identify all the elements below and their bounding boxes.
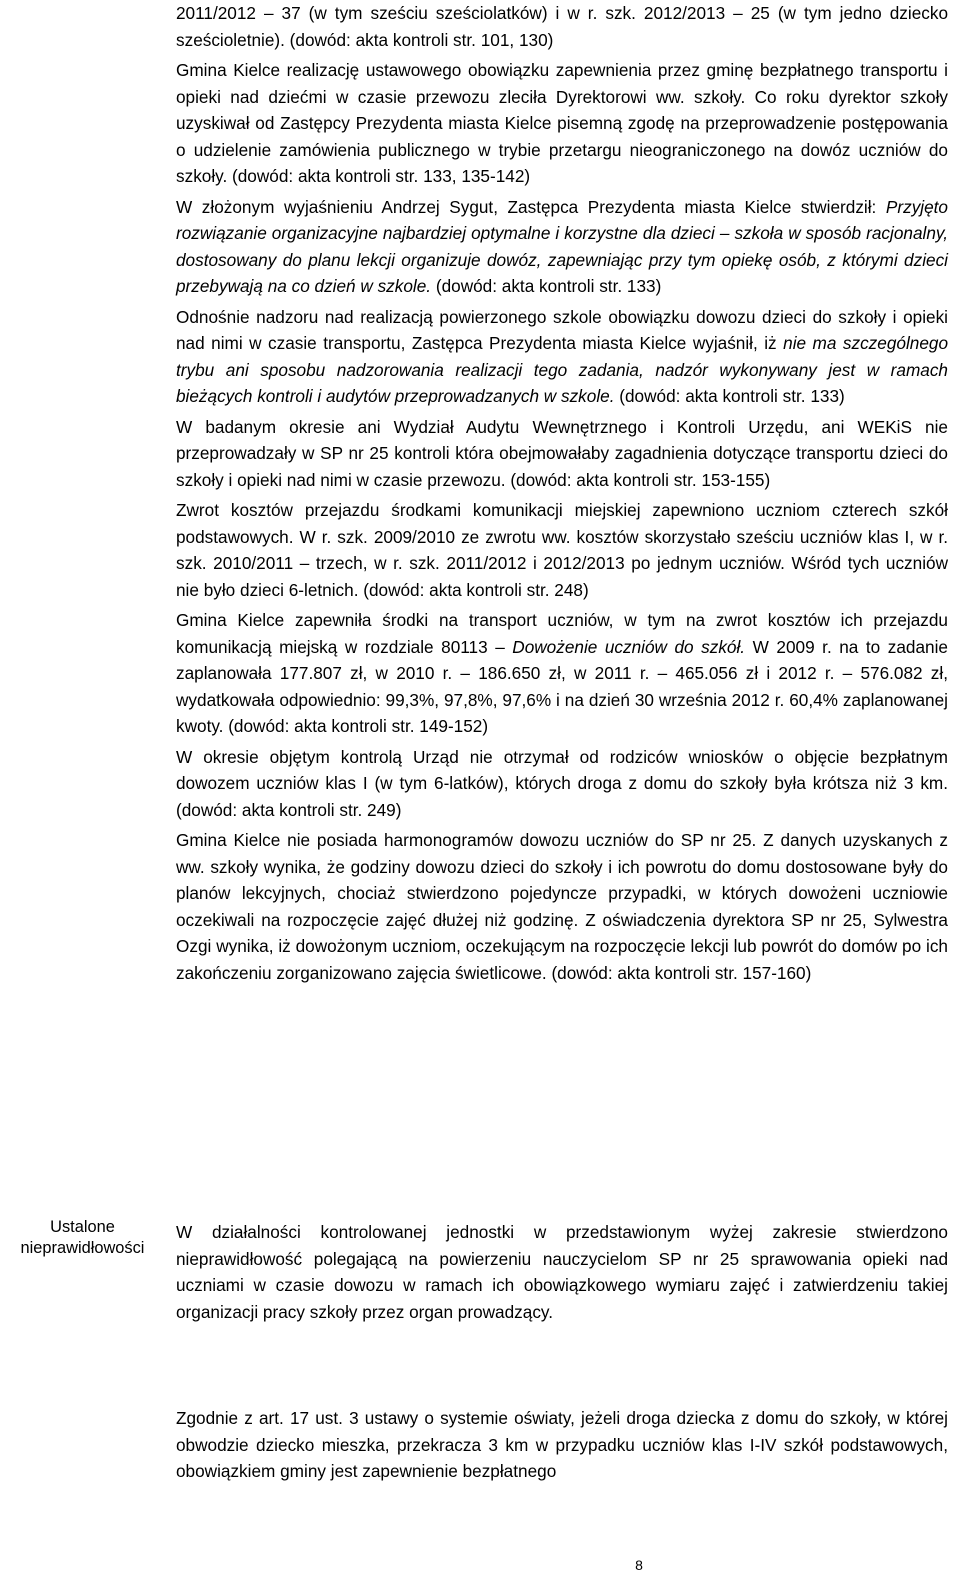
paragraph-legal-basis: Zgodnie z art. 17 ust. 3 ustawy o systemie oświaty, jeżeli droga dziecka z domu do szkoły, w której obwodzie dziecko mieszka, przekracza 3 km w przypadku uczniów klas I-IV szkół podstawowych, obowiązkiem gminy jest zapewnienie bezpłatnego xyxy=(176,1408,948,1481)
budget-figures: W 2009 r. na to zadanie zaplanowała 177.807 zł, w 2010 r. – 186.650 zł, w 2011 r. – 465.056 zł i 2012 r. – 576.082 zł, wydatkowała odpowiednio: 99,3%, 97,8%, 97,6% i na dzień 30 września 2012 r. 60,4% zaplanowanej kwoty. (dowód: akta kontroli str. 149-152) xyxy=(176,636,948,736)
paragraph-deputy-explanation xyxy=(176,194,948,300)
explanation-reference: (dowód: akta kontroli str. 133) xyxy=(431,276,662,296)
irregularities-section xyxy=(176,1219,948,1325)
paragraph-budget xyxy=(176,607,948,740)
supervision-reference: (dowód: akta kontroli str. 133) xyxy=(614,386,845,406)
paragraph-fare-refund: Zwrot kosztów przejazdu środkami komunikacji miejskiej zapewniono uczniom czterech szkół podstawowych. W r. szk. 2009/2010 ze zwrotu ww. kosztów skorzystało sześciu uczniów klas I, w r. szk. 2010/2011 – trzech, w r. szk. 2011/2012 i 2012/2013 po jednym uczniów. Wśród tych uczniów nie było dzieci 6-letnich. (dowód: akta kontroli str. 248) xyxy=(176,500,948,600)
supervision-intro: Odnośnie nadzoru nad realizacją powierzonego szkole obowiązku dowozu dzieci do szkoły i opieki nad nimi w czasie transportu, Zastępca Prezydenta miasta Kielce wyjaśnił, iż xyxy=(176,306,948,353)
page-footer xyxy=(0,1557,960,1573)
paragraph-irregularity-finding: W działalności kontrolowanej jednostki w przedstawionym wyżej zakresie stwierdzono nieprawidłowość polegającą na powierzeniu nauczycielom SP nr 25 sprawowania opieki nad uczniami w czasie dowozu w ramach ich obowiązkowego wymiaru zajęć i zatwierdzeniu takiej organizacji pracy szkoły przez organ prowadzący. xyxy=(176,1222,948,1322)
findings-section xyxy=(176,0,948,986)
legal-basis-section xyxy=(176,1405,948,1485)
paragraph-schedules: Gmina Kielce nie posiada harmonogramów dowozu uczniów do SP nr 25. Z danych uzyskanych z ww. szkoły wynika, że godziny dowozu dzieci do szkoły i ich powrotu do domu dostosowane były do planów lekcyjnych, chociaż stwierdzono pojedyncze przypadki, w których dowożeni uczniowie oczekiwali na rozpoczęcie zajęć dłużej niż godzinę. Z oświadczenia dyrektora SP nr 25, Sylwestra Ozgi wynika, iż dowożonym uczniom, oczekującym na rozpoczęcie lekcji lub powrót do domów po ich zakończeniu zorganizowano zajęcia świetlicowe. (dowód: akta kontroli str. 157-160) xyxy=(176,830,948,983)
supervision-quote: nie ma szczególnego trybu ani sposobu nadzorowania realizacji tego zadania, nadzór wykonywany jest w ramach bieżących kontroli i audytów przeprowadzanych w szkole. xyxy=(176,333,949,406)
explanation-intro: W złożonym wyjaśnieniu Andrzej Sygut, Zastępca Prezydenta miasta Kielce stwierdził: xyxy=(176,196,886,217)
page-number: 8 xyxy=(635,1557,643,1573)
paragraph-audit: W badanym okresie ani Wydział Audytu Wewnętrznego i Kontroli Urzędu, ani WEKiS nie przeprowadzały w SP nr 25 kontroli która obejmowałaby zagadnienia dotyczące transportu dzieci do szkoły i opieki nad nimi w czasie przewozu. (dowód: akta kontroli str. 153-155) xyxy=(176,416,948,490)
paragraph-transport-delegation: Gmina Kielce realizację ustawowego obowiązku zapewnienia przez gminę bezpłatnego transportu i opieki nad dziećmi w czasie przewozu zleciła Dyrektorowi ww. szkoły. Co roku dyrektor szkoły uzyskiwał od Zastępcy Prezydenta miasta Kielce pisemną zgodę na przeprowadzenie postępowania o udzielenie zamówienia publicznego w trybie przetargu nieograniczonego na dowóz uczniów do szkoły. (dowód: akta kontroli str. 133, 135-142) xyxy=(176,60,948,186)
paragraph-parent-requests: W okresie objętym kontrolą Urząd nie otrzymał od rodziców wniosków o objęcie bezpłatnym dowozem uczniów klas I (w tym 6-latków), których droga z domu do szkoły była krótsza niż 3 km. (dowód: akta kontroli str. 249) xyxy=(176,746,948,820)
paragraph-supervision xyxy=(176,304,948,410)
budget-intro: Gmina Kielce zapewniła środki na transport uczniów, w tym na zwrot kosztów ich przejazdu komunikacją miejską w rozdziale 80113 – xyxy=(176,610,948,657)
section-label-irregularities: Ustalone nieprawidłowości xyxy=(20,1218,145,1257)
budget-chapter-title: Dowożenie uczniów do szkół. xyxy=(512,636,746,657)
explanation-quote: Przyjęto rozwiązanie organizacyjne najbardziej optymalne i korzystne dla dzieci – szkoła w sposób racjonalny, dostosowany do planu lekcji organizuje dowóz, zapewniając przy tym opiekę osób, z którymi dzieci przebywają na co dzień w szkole. xyxy=(176,196,948,296)
paragraph-pupil-counts: 2011/2012 – 37 (w tym sześciu sześciolatków) i w r. szk. 2012/2013 – 25 (w tym jedno dziecko sześcioletnie). (dowód: akta kontroli str. 101, 130) xyxy=(176,3,948,50)
